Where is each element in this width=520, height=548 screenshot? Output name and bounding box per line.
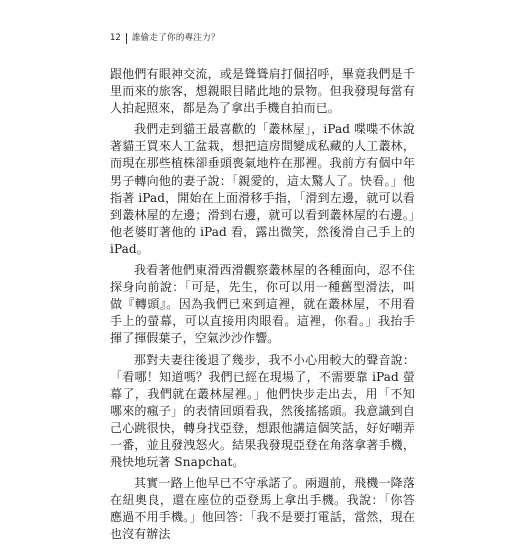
paragraph: 其實一路上他早已不守承諾了。兩週前，飛機一降落在紐奧良，還在座位的亞登馬上拿出手機。我說：「你答應過不用手機。」他回答：「我不是要打電話，當然，現在也沒有辦法 [110,476,415,542]
header-divider [126,33,127,44]
page-number: 12 [110,33,121,44]
paragraph: 那對夫妻往後退了幾步，我不小心用較大的聲音說：「看哪！知道嗎？我們已經在現場了，不需要靠 iPad 螢幕了，我們就在叢林屋裡。」他們快步走出去，用「不知哪來的瘋子」的表情回頭看我，然後搖搖頭。我意識到自己心跳很快，轉身找亞登，想跟他講這個笑話，好好嘲弄一番，並且發洩怒火。結果我發現亞登在角落拿著手機，飛快地玩著 Snapchat。 [110,352,415,470]
running-head [110,33,220,44]
body-text [110,66,415,548]
paragraph: 我看著他們東滑西滑觀察叢林屋的各種面向，忍不住探身向前說：「可是，先生，你可以用一種舊型滑法，叫做『轉頭』。因為我們已來到這裡，就在叢林屋，不用看手上的螢幕，可以直接用肉眼看。這裡，你看。」我抬手揮了揮假葉子，空氣沙沙作響。 [110,263,415,346]
book-title: 誰偷走了你的專注力？ [131,33,220,44]
paragraph: 跟他們有眼神交流，或是聳聳肩打個招呼，畢竟我們是千里而來的旅客，想親眼目睹此地的景物。但我發現每當有人拍起照來，都是為了拿出手機自拍而已。 [110,67,415,116]
paragraph: 我們走到貓王最喜歡的「叢林屋」，iPad 喋喋不休說著貓王買來人工盆栽，想把這房間變成私藏的人工叢林，而現在那些植株卻垂頭喪氣地杵在那裡。我前方有個中年男子轉向他的妻子說：「親愛的，這太驚人了。快看。」他指著 iPad，開始在上面滑移手指，「滑到左邊，就可以看到叢林屋的左邊；滑到右邊，就可以看到叢林屋的右邊。」他老婆盯著他的 iPad 看，露出微笑，然後滑自己手上的 iPad。 [110,122,415,256]
